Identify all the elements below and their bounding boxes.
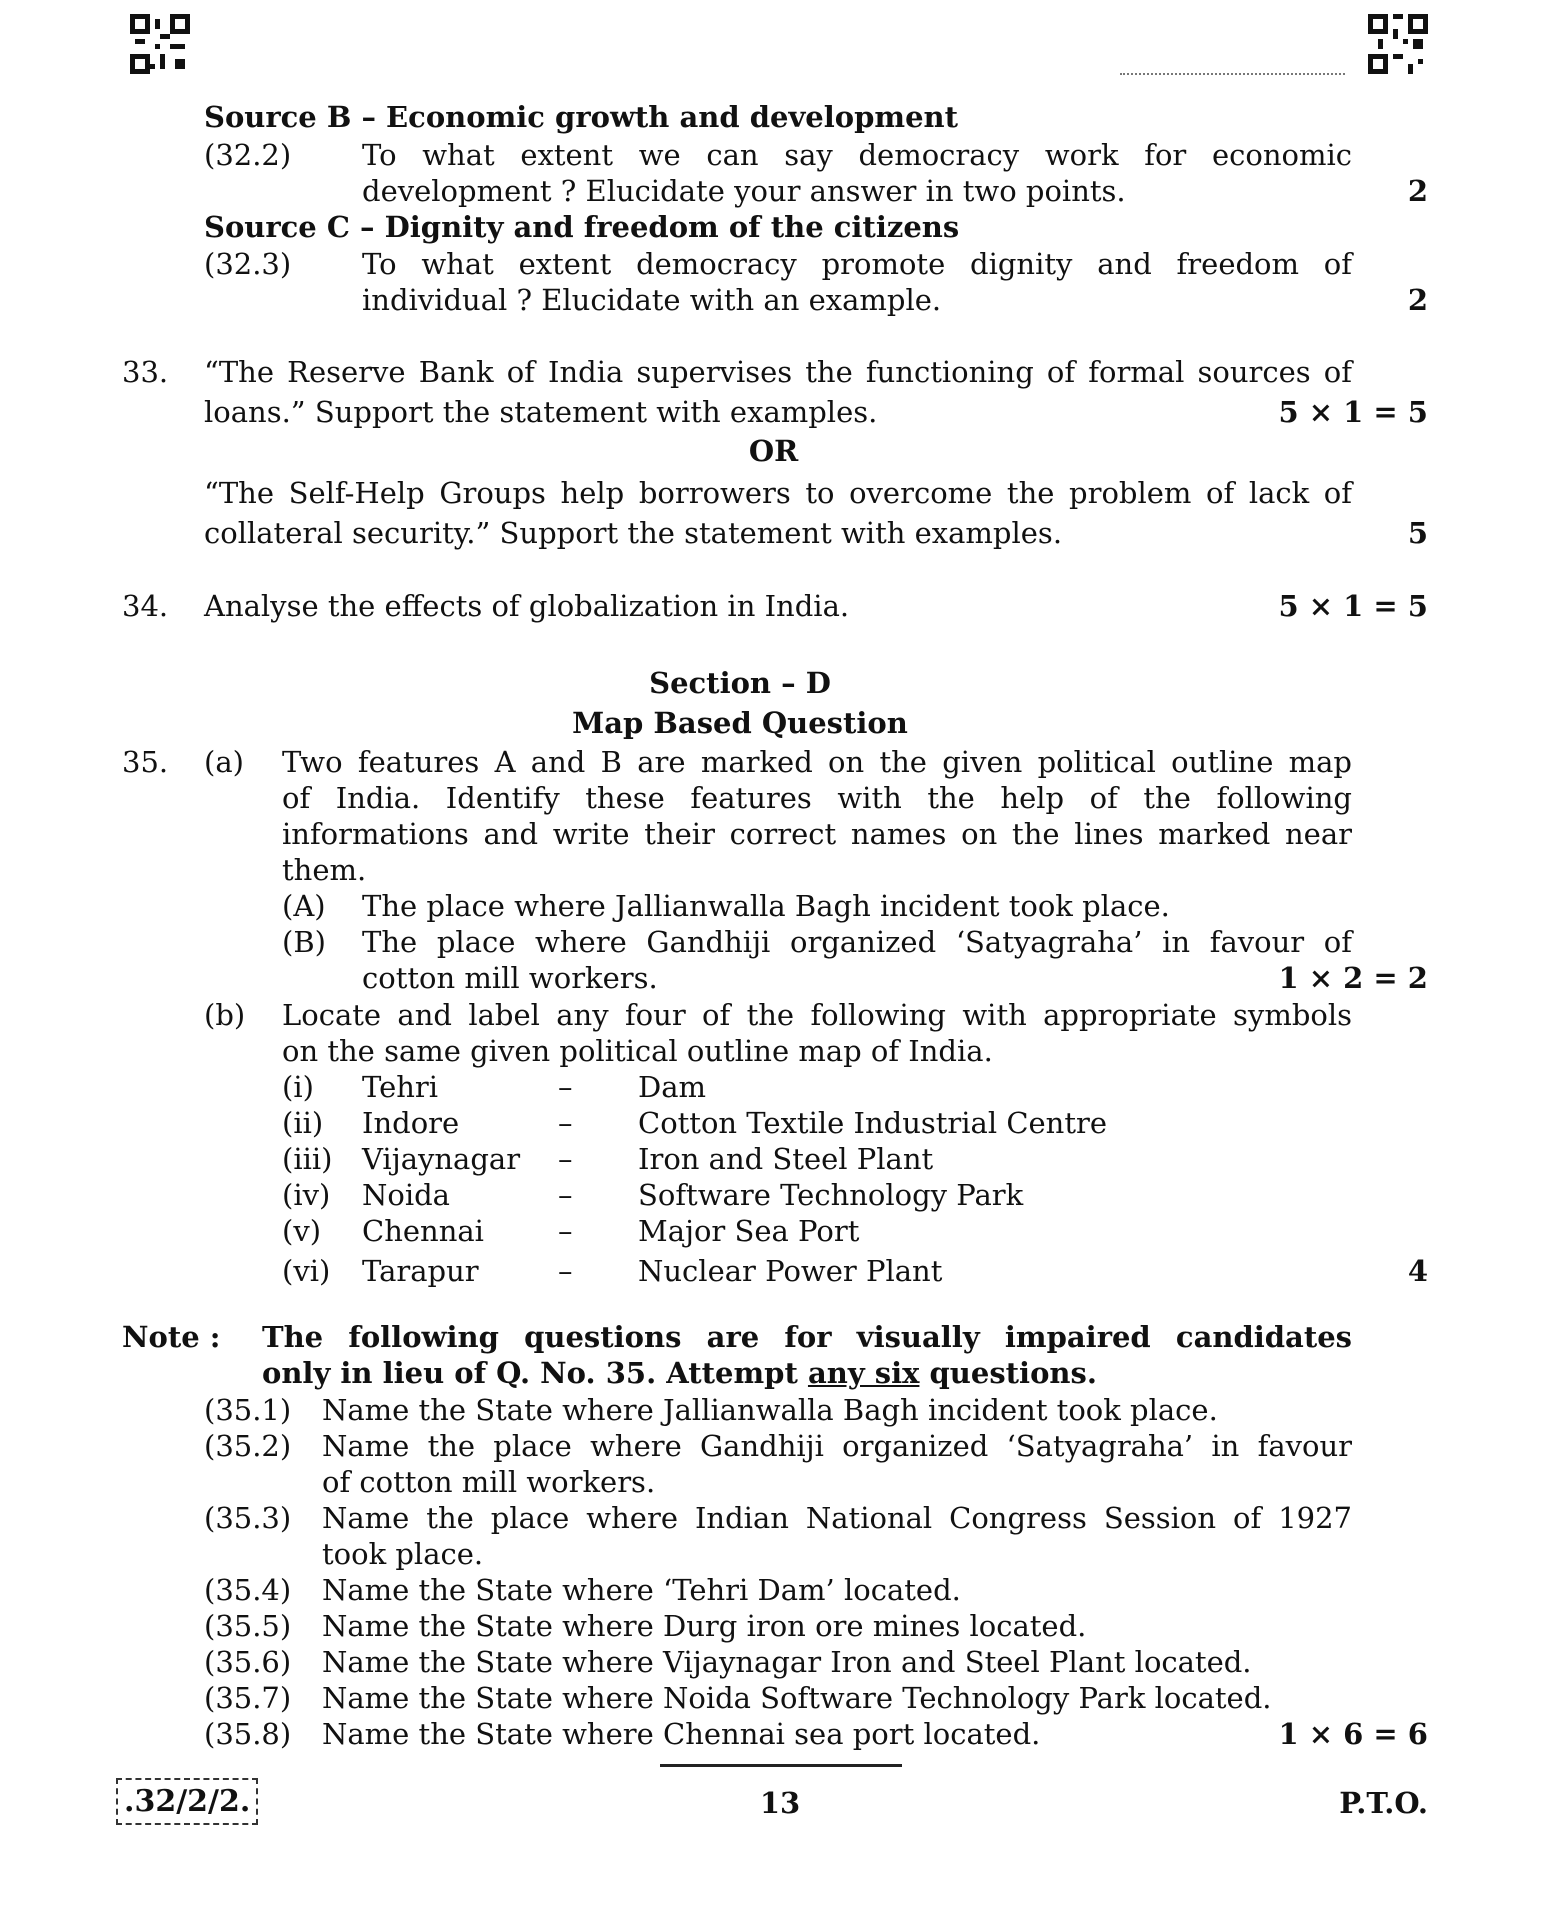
vi-question-text: of cotton mill workers.: [322, 1465, 656, 1499]
list-item-dash: –: [558, 1070, 573, 1104]
question-text: loans.” Support the statement with examples.: [204, 395, 878, 429]
marks: 1 × 6 = 6: [1278, 1717, 1428, 1751]
or-separator: OR: [748, 434, 799, 468]
list-item-feature: Iron and Steel Plant: [638, 1142, 934, 1176]
question-text: “The Self-Help Groups help borrowers to overcome the problem of lack of: [204, 476, 1352, 510]
question-number: (32.2): [204, 138, 292, 172]
question-text: Locate and label any four of the following with appropriate symbols: [282, 998, 1352, 1032]
question-text: of India. Identify these features with the help of the following: [282, 781, 1352, 815]
page-number: 13: [759, 1786, 801, 1820]
sub-part-label: (A): [282, 889, 326, 923]
vi-question-text: Name the State where Noida Software Technology Park located.: [322, 1681, 1272, 1715]
list-item-place: Chennai: [362, 1214, 484, 1248]
list-item-place: Vijaynagar: [362, 1142, 521, 1176]
marks: 4: [1407, 1254, 1428, 1288]
question-text: them.: [282, 853, 367, 887]
vi-question-text: Name the State where Durg iron ore mines located.: [322, 1609, 1087, 1643]
list-item-dash: –: [558, 1178, 573, 1212]
vi-question-number: (35.4): [204, 1573, 292, 1607]
question-text: To what extent we can say democracy work for economic: [362, 138, 1352, 172]
list-item-number: (ii): [282, 1106, 324, 1140]
question-text: The place where Gandhiji organized ‘Satyagraha’ in favour of: [362, 925, 1352, 959]
question-number: 35.: [122, 745, 169, 779]
list-item-place: Tarapur: [362, 1254, 479, 1288]
vi-question-text: Name the State where ‘Tehri Dam’ located.: [322, 1573, 961, 1607]
list-item-feature: Major Sea Port: [638, 1214, 860, 1248]
pto-label: P.T.O.: [1339, 1786, 1428, 1820]
marks: 5: [1407, 516, 1428, 550]
question-number: 33.: [122, 355, 169, 389]
qr-code-icon: [130, 14, 190, 74]
vi-question-number: (35.5): [204, 1609, 292, 1643]
vi-question-text: Name the State where Chennai sea port located.: [322, 1717, 1041, 1751]
question-text: “The Reserve Bank of India supervises the functioning of formal sources of: [204, 355, 1352, 389]
question-text: cotton mill workers.: [362, 961, 658, 995]
note-label: Note :: [122, 1320, 221, 1354]
vi-question-number: (35.6): [204, 1645, 292, 1679]
list-item-place: Noida: [362, 1178, 450, 1212]
note-text: The following questions are for visually impaired candidates: [262, 1320, 1352, 1354]
question-text: development ? Elucidate your answer in two points.: [362, 174, 1126, 208]
section-subtitle: Map Based Question: [572, 706, 908, 740]
list-item-feature: Nuclear Power Plant: [638, 1254, 943, 1288]
qr-code-icon: [1368, 14, 1428, 74]
marks: 5 × 1 = 5: [1278, 395, 1428, 429]
vi-question-number: (35.2): [204, 1429, 292, 1463]
marks: 2: [1407, 174, 1428, 208]
vi-question-text: Name the place where Indian National Congress Session of 1927: [322, 1501, 1352, 1535]
source-c-title: Source C – Dignity and freedom of the citizens: [204, 210, 960, 244]
list-item-dash: –: [558, 1254, 573, 1288]
paper-code: .32/2/2.: [116, 1778, 258, 1825]
question-text: To what extent democracy promote dignity and freedom of: [362, 247, 1352, 281]
list-item-feature: Software Technology Park: [638, 1178, 1024, 1212]
vi-question-text: Name the place where Gandhiji organized ‘Satyagraha’ in favour: [322, 1429, 1352, 1463]
list-item-number: (iv): [282, 1178, 331, 1212]
vi-question-number: (35.7): [204, 1681, 292, 1715]
vi-question-text: took place.: [322, 1537, 484, 1571]
list-item-number: (v): [282, 1214, 322, 1248]
list-item-place: Indore: [362, 1106, 460, 1140]
list-item-number: (vi): [282, 1254, 331, 1288]
question-text: collateral security.” Support the statement with examples.: [204, 516, 1063, 550]
list-item-place: Tehri: [362, 1070, 439, 1104]
vi-question-text: Name the State where Jallianwalla Bagh incident took place.: [322, 1393, 1218, 1427]
marks: 1 × 2 = 2: [1278, 961, 1428, 995]
marks: 2: [1407, 283, 1428, 317]
question-number: (32.3): [204, 247, 292, 281]
vi-question-number: (35.3): [204, 1501, 292, 1535]
list-item-number: (i): [282, 1070, 314, 1104]
list-item-dash: –: [558, 1214, 573, 1248]
list-item-dash: –: [558, 1142, 573, 1176]
question-text: individual ? Elucidate with an example.: [362, 283, 942, 317]
list-item-feature: Dam: [638, 1070, 707, 1104]
part-label: (a): [204, 745, 244, 779]
question-text: Two features A and B are marked on the given political outline map: [282, 745, 1352, 779]
note-text: only in lieu of Q. No. 35. Attempt any six questions.: [262, 1356, 1097, 1390]
sub-part-label: (B): [282, 925, 326, 959]
question-text: informations and write their correct names on the lines marked near: [282, 817, 1352, 851]
question-text: on the same given political outline map of India.: [282, 1034, 993, 1068]
header-dotted-line: [1120, 73, 1345, 75]
vi-question-number: (35.1): [204, 1393, 292, 1427]
list-item-number: (iii): [282, 1142, 333, 1176]
section-title: Section – D: [649, 666, 831, 700]
footer-rule: [660, 1764, 902, 1767]
source-b-title: Source B – Economic growth and development: [204, 100, 959, 134]
question-text: The place where Jallianwalla Bagh incident took place.: [362, 889, 1170, 923]
question-text: Analyse the effects of globalization in India.: [204, 589, 850, 623]
question-number: 34.: [122, 589, 169, 623]
part-label: (b): [204, 998, 246, 1032]
list-item-dash: –: [558, 1106, 573, 1140]
marks: 5 × 1 = 5: [1278, 589, 1428, 623]
list-item-feature: Cotton Textile Industrial Centre: [638, 1106, 1108, 1140]
vi-question-number: (35.8): [204, 1717, 292, 1751]
vi-question-text: Name the State where Vijaynagar Iron and Steel Plant located.: [322, 1645, 1252, 1679]
